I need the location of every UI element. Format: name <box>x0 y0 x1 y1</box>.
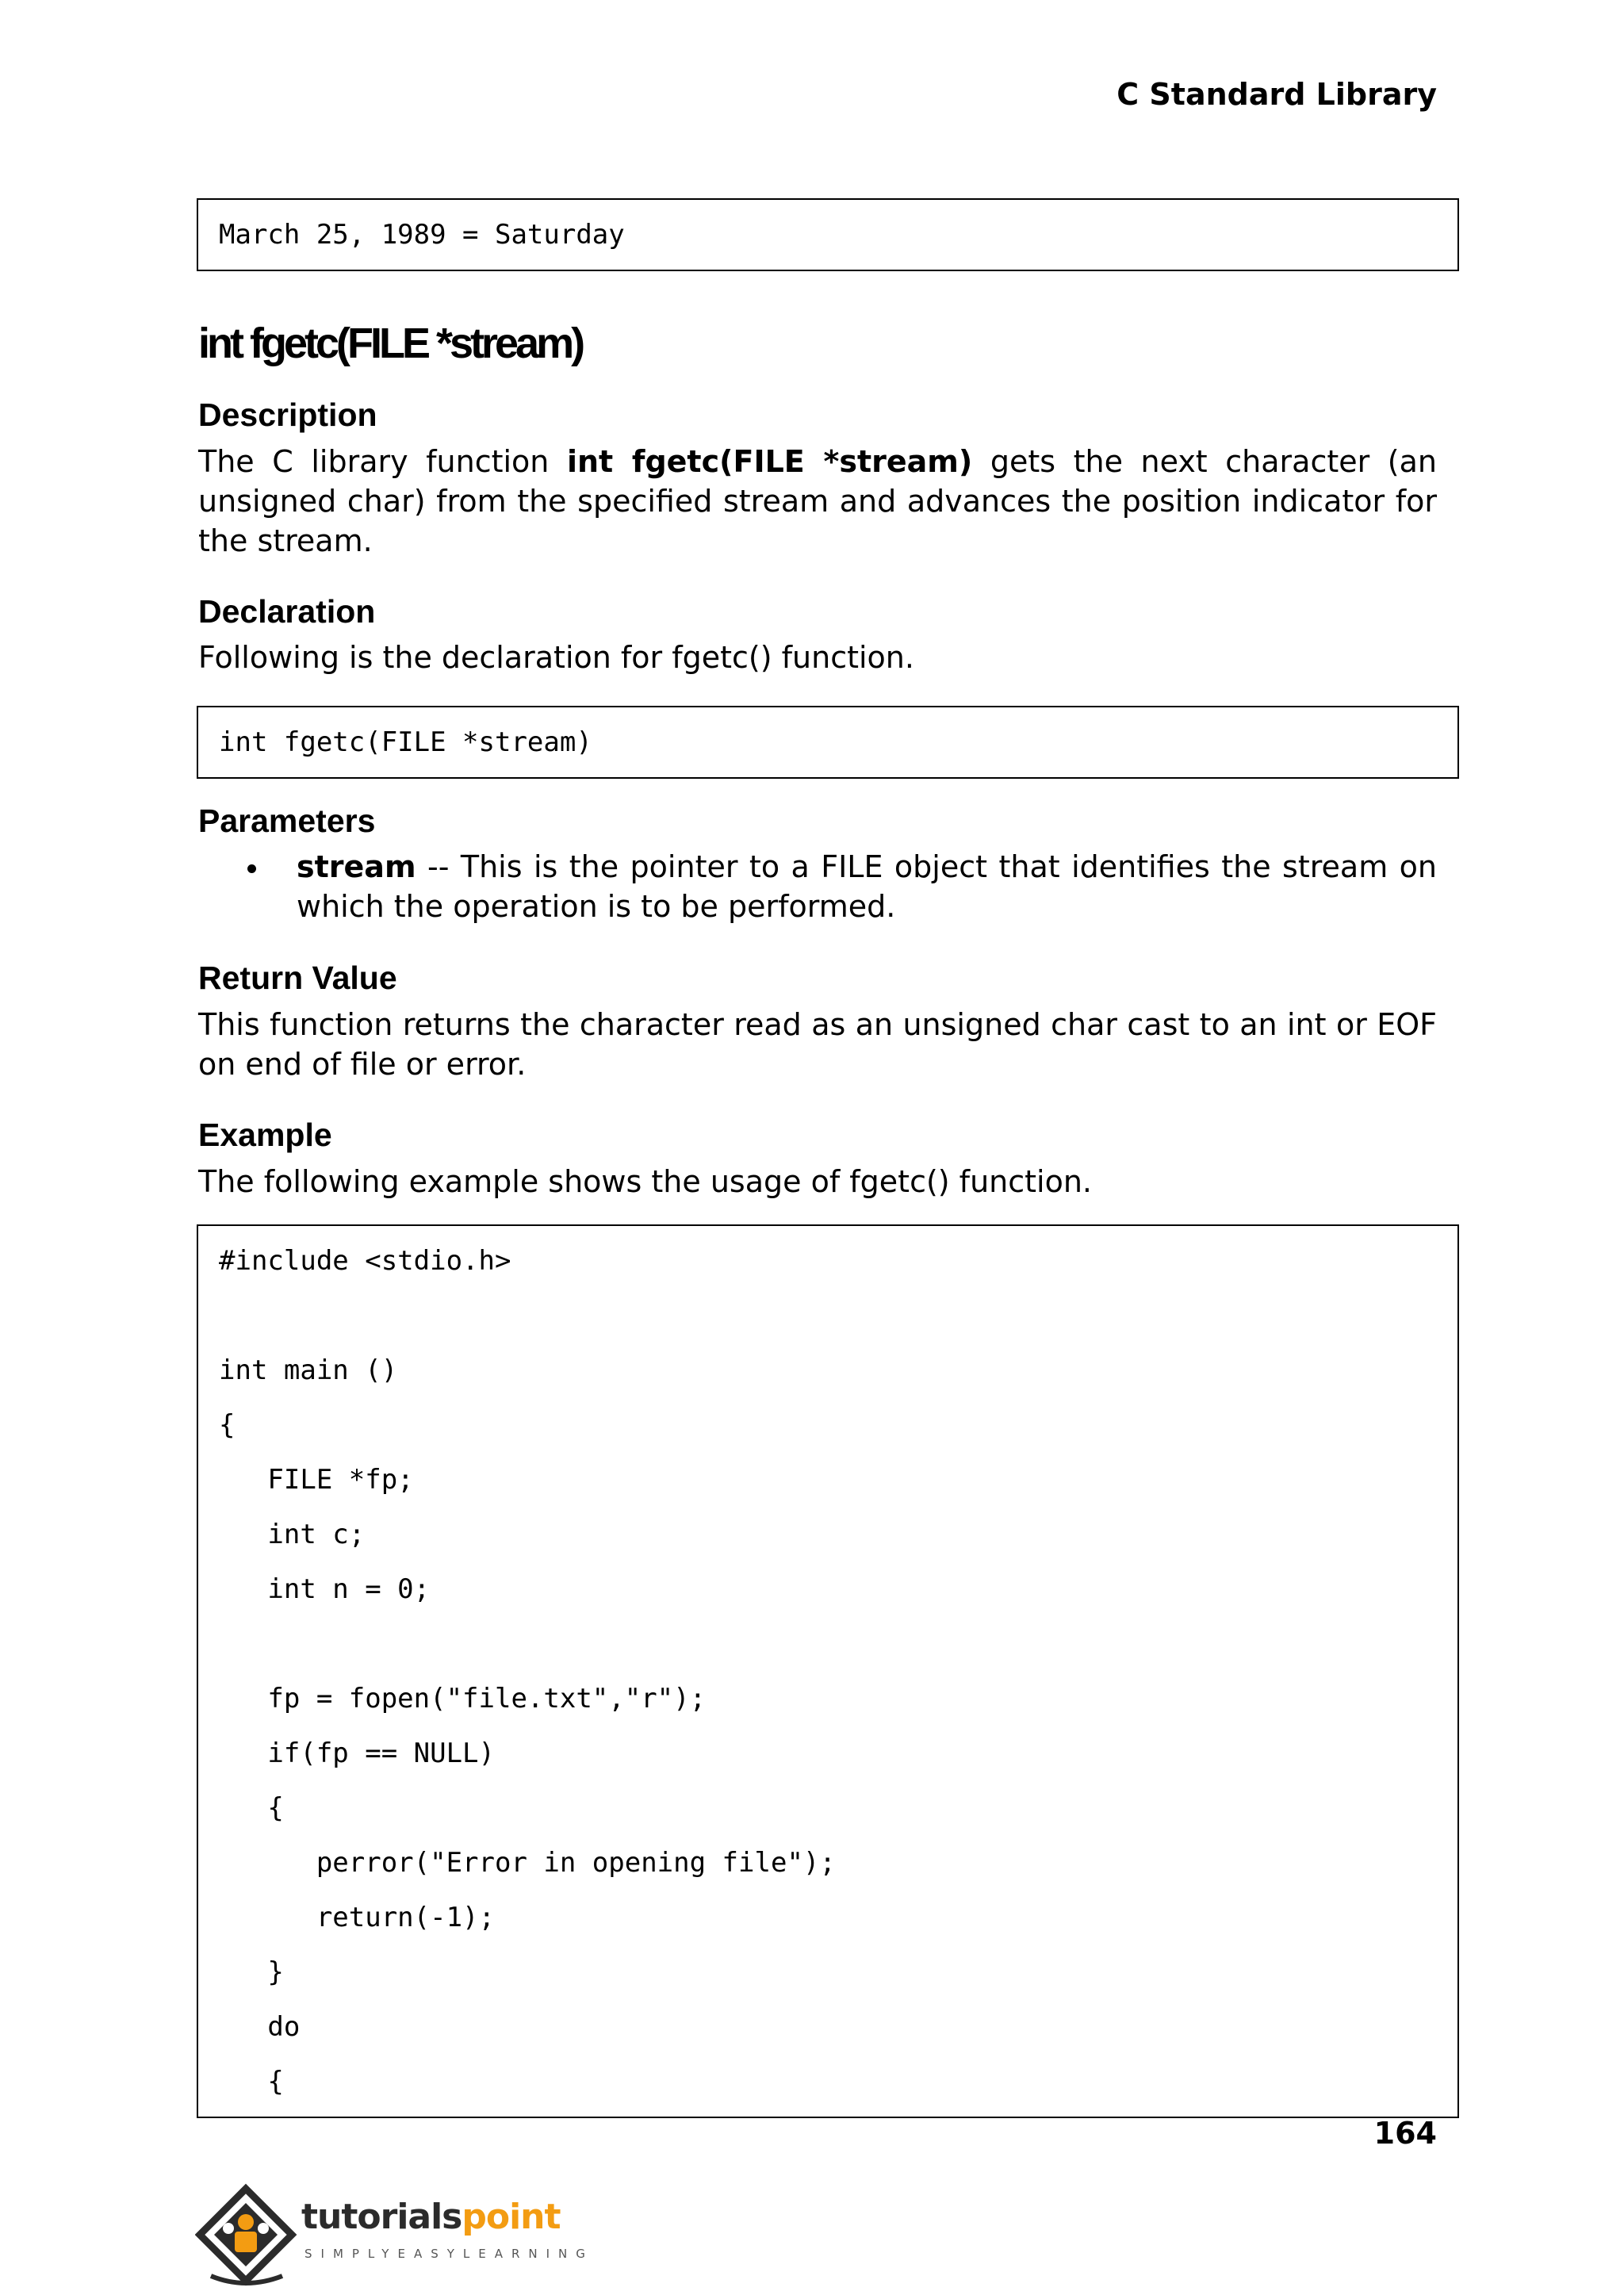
code-line: do <box>219 2011 301 2043</box>
function-title: int fgetc(FILE *stream) <box>198 320 583 367</box>
return-value-text: This function returns the character read as an unsigned char cast to an int or EOF on end of file or error. <box>198 1007 1437 1082</box>
code-line <box>219 1297 1457 1351</box>
description-text-after: gets the next character (an unsigned char) from the specified stream and advances the position indicator for the stream. <box>198 444 1438 558</box>
code-line: } <box>219 1956 284 1988</box>
page-number: 164 <box>1373 2116 1437 2151</box>
declaration-heading: Declaration <box>198 593 376 630</box>
logo-tagline: SIMPLYEASYLEARNING <box>304 2247 594 2261</box>
logo-diamond-icon <box>200 2189 292 2283</box>
description-heading: Description <box>198 397 377 433</box>
description-function-signature: int fgetc(FILE *stream) <box>566 444 973 479</box>
code-line: if(fp == NULL) <box>219 1738 495 1769</box>
parameter-description: -- This is the pointer to a FILE object that identifies the stream on which the operation is to be performed. <box>297 849 1437 924</box>
description-text <box>198 442 1437 561</box>
return-value-heading: Return Value <box>198 960 397 996</box>
previous-output-box <box>197 198 1459 271</box>
description-text-before: The C library function <box>198 444 567 479</box>
declaration-text: Following is the declaration for fgetc() function. <box>198 640 914 675</box>
code-line: perror("Error in opening file"); <box>219 1847 836 1879</box>
parameters-heading: Parameters <box>198 803 376 839</box>
logo-word-tutorials: tutorials <box>301 2197 462 2237</box>
code-line: fp = fopen("file.txt","r"); <box>219 1683 707 1715</box>
logo-wordmark <box>301 2197 561 2237</box>
parameter-name: stream <box>297 849 416 884</box>
declaration-code: int fgetc(FILE *stream) <box>219 726 592 758</box>
parameter-item <box>198 847 1437 926</box>
code-line: FILE *fp; <box>219 1464 414 1496</box>
code-line: int c; <box>219 1519 366 1550</box>
example-code-box <box>197 1224 1459 2118</box>
code-line: { <box>219 1409 236 1441</box>
code-line: { <box>219 1792 284 1824</box>
logo-word-point: point <box>462 2197 561 2237</box>
example-text: The following example shows the usage of fgetc() function. <box>198 1164 1092 1199</box>
code-line: return(-1); <box>219 1902 495 1933</box>
code-line: int n = 0; <box>219 1573 431 1605</box>
code-line: { <box>219 2066 284 2098</box>
declaration-code-box <box>197 706 1459 779</box>
example-heading: Example <box>198 1117 332 1153</box>
parameters-list <box>198 847 1437 926</box>
code-line: #include <stdio.h> <box>219 1245 511 1277</box>
running-header: C Standard Library <box>1116 77 1437 112</box>
code-line: int main () <box>219 1354 398 1386</box>
bullet-icon <box>247 864 256 873</box>
previous-output-text: March 25, 1989 = Saturday <box>219 219 625 251</box>
code-line <box>219 1625 1457 1680</box>
